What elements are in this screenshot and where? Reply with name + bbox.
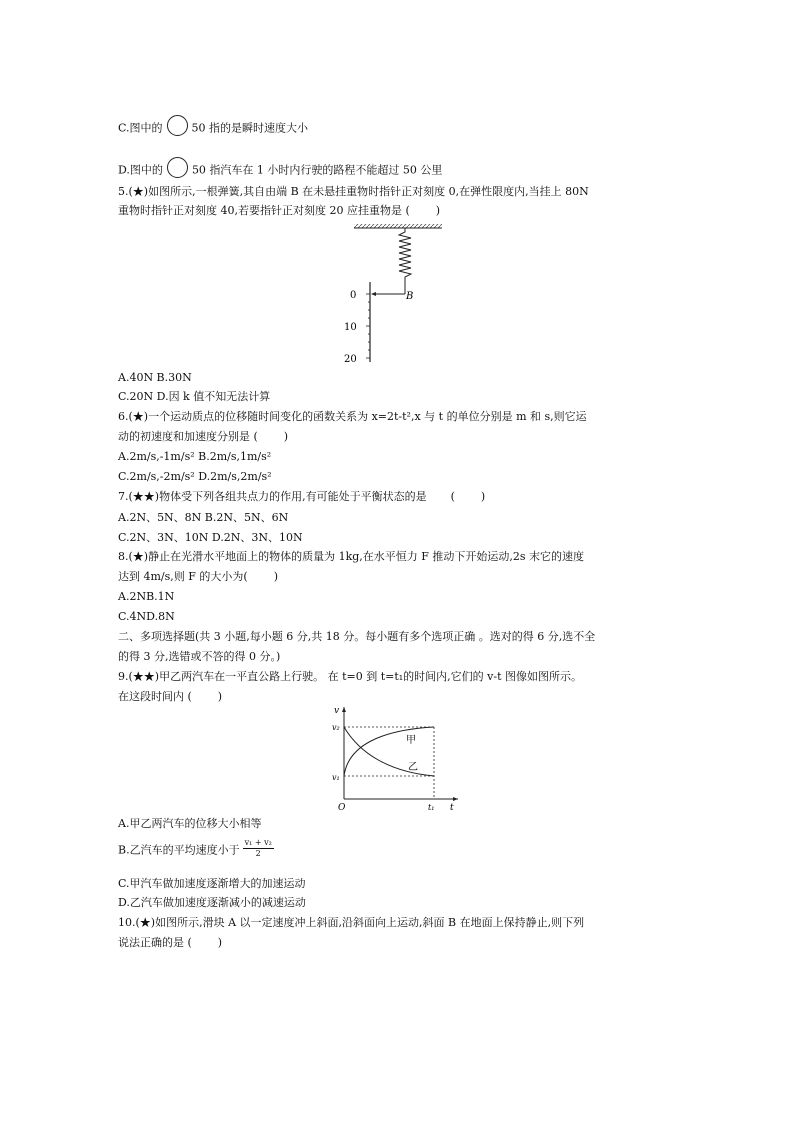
- speed-limit-sign-icon: [167, 157, 188, 178]
- curve-label-jia: 甲: [406, 735, 416, 746]
- q4-option-c: [118, 118, 308, 139]
- q9-option-d: D.乙汽车做加速度逐渐减小的减速运动: [118, 896, 306, 909]
- q4-option-c-number: 50: [191, 121, 206, 135]
- vt-graph-figure: [330, 704, 462, 814]
- curve-yi: [344, 727, 434, 776]
- q10-stem-text: 说法正确的是 (: [118, 936, 192, 949]
- fraction-numerator: v₁ + v₂: [244, 838, 272, 847]
- fraction: [243, 838, 274, 859]
- q9-option-b-text: B.乙汽车的平均速度小于: [118, 843, 240, 857]
- axis-label-v: v: [334, 706, 340, 716]
- q6-options-cd: C.2m/s,-2m/s² D.2m/s,2m/s²: [118, 470, 272, 483]
- curve-jia: [344, 727, 434, 776]
- tick-label-20: 20: [344, 354, 357, 365]
- t-axis-arrow-icon: [453, 797, 458, 801]
- q7-answer-paren-close: ): [480, 490, 486, 503]
- v-axis-arrow-icon: [342, 707, 346, 712]
- q8-stem-line2: [118, 569, 278, 584]
- section2-heading-line2: 的得 3 分,选错或不答的得 0 分。): [118, 650, 281, 663]
- pointer-label-b: B: [406, 291, 414, 302]
- tick-label-10: 10: [344, 322, 357, 333]
- q9-option-b: [118, 840, 274, 861]
- q6-stem-line1: 6.(★)一个运动质点的位移随时间变化的函数关系为 x=2t-t²,x 与 t 的单位分别是 m 和 s,则它运: [118, 410, 587, 423]
- section2-heading-line1: 二、多项选择题(共 3 小题,每小题 6 分,共 18 分。每小题有多个选项正确 。选对的得 6 分,选不全: [118, 630, 596, 643]
- axis-label-t: t: [450, 803, 454, 813]
- spring-coil: [399, 228, 411, 294]
- q4-option-c-prefix: C.图中的: [118, 121, 163, 135]
- q5-options-ab: A.40N B.30N: [118, 371, 192, 384]
- q5-answer-paren: ): [435, 204, 441, 217]
- q4-option-d-number: 50: [191, 163, 206, 177]
- q6-answer-paren: ): [283, 430, 289, 443]
- origin-label: O: [338, 803, 346, 813]
- spring-scale-figure: [340, 222, 450, 368]
- q8-options-cd: C.4ND.8N: [118, 610, 175, 623]
- q7-stem-text: 7.(★★)物体受下列各组共点力的作用,有可能处于平衡状态的是: [118, 490, 427, 503]
- q6-options-ab: A.2m/s,-1m/s² B.2m/s,1m/s²: [118, 450, 272, 463]
- q10-stem-line2: [118, 935, 222, 950]
- q5-options-cd: C.20N D.因 k 值不知无法计算: [118, 390, 271, 403]
- q8-answer-paren: ): [273, 570, 278, 583]
- q8-stem-text: 达到 4m/s,则 F 的大小为(: [118, 570, 248, 583]
- tick-label-v2: v₂: [332, 723, 340, 732]
- q4-option-d-text: 指汽车在 1 小时内行驶的路程不能超过 50 公里: [209, 163, 443, 177]
- speed-limit-sign-icon: [167, 115, 188, 136]
- q4-option-d: [118, 160, 442, 181]
- q9-stem-line2: [118, 689, 222, 704]
- q5-stem-line2: [118, 203, 440, 218]
- q10-answer-paren: ): [217, 936, 223, 949]
- q5-stem-line1: 5.(★)如图所示,一根弹簧,其自由端 B 在未悬挂重物时指针正对刻度 0,在弹性限度内,当挂上 80N: [118, 185, 589, 198]
- q9-answer-paren: ): [217, 690, 223, 703]
- q7-options-ab: A.2N、5N、8N B.2N、5N、6N: [118, 511, 289, 524]
- tick-label-v1: v₁: [332, 773, 340, 782]
- q4-option-d-prefix: D.图中的: [118, 163, 163, 177]
- q4-option-c-text: 指的是瞬时速度大小: [209, 121, 309, 135]
- q9-option-c: C.甲汽车做加速度逐渐增大的加速运动: [118, 877, 306, 890]
- q8-options-ab: A.2NB.1N: [118, 590, 175, 603]
- q10-stem-line1: 10.(★)如图所示,滑块 A 以一定速度冲上斜面,沿斜面向上运动,斜面 B 在地面上保持静止,则下列: [118, 916, 585, 929]
- curve-label-yi: 乙: [408, 762, 418, 773]
- fraction-denominator: 2: [255, 849, 261, 858]
- q6-stem-text: 动的初速度和加速度分别是 (: [118, 430, 258, 443]
- tick-label-t1: t₁: [428, 803, 435, 812]
- q9-option-a: A.甲乙两汽车的位移大小相等: [118, 817, 262, 830]
- pointer-arrow-icon: [371, 292, 376, 296]
- q9-stem-line1: 9.(★★)甲乙两汽车在一平直公路上行驶。 在 t=0 到 t=t₁的时间内,它们的 v-t 图像如图所示。: [118, 670, 583, 683]
- q8-stem-line1: 8.(★)静止在光滑水平地面上的物体的质量为 1kg,在水平恒力 F 推动下开始运动,2s 末它的速度: [118, 550, 585, 563]
- q5-stem-text: 重物时指针正对刻度 40,若要指针正对刻度 20 应挂重物是 (: [118, 204, 410, 217]
- q7-stem: [118, 489, 485, 504]
- tick-label-0: 0: [350, 290, 357, 301]
- q9-stem-text: 在这段时间内 (: [118, 690, 192, 703]
- q6-stem-line2: [118, 429, 288, 444]
- q7-options-cd: C.2N、3N、10N D.2N、3N、10N: [118, 531, 303, 544]
- q7-answer-paren-open: (: [450, 490, 455, 503]
- scale-ticks: [366, 294, 370, 358]
- ceiling-hatch: [354, 224, 442, 228]
